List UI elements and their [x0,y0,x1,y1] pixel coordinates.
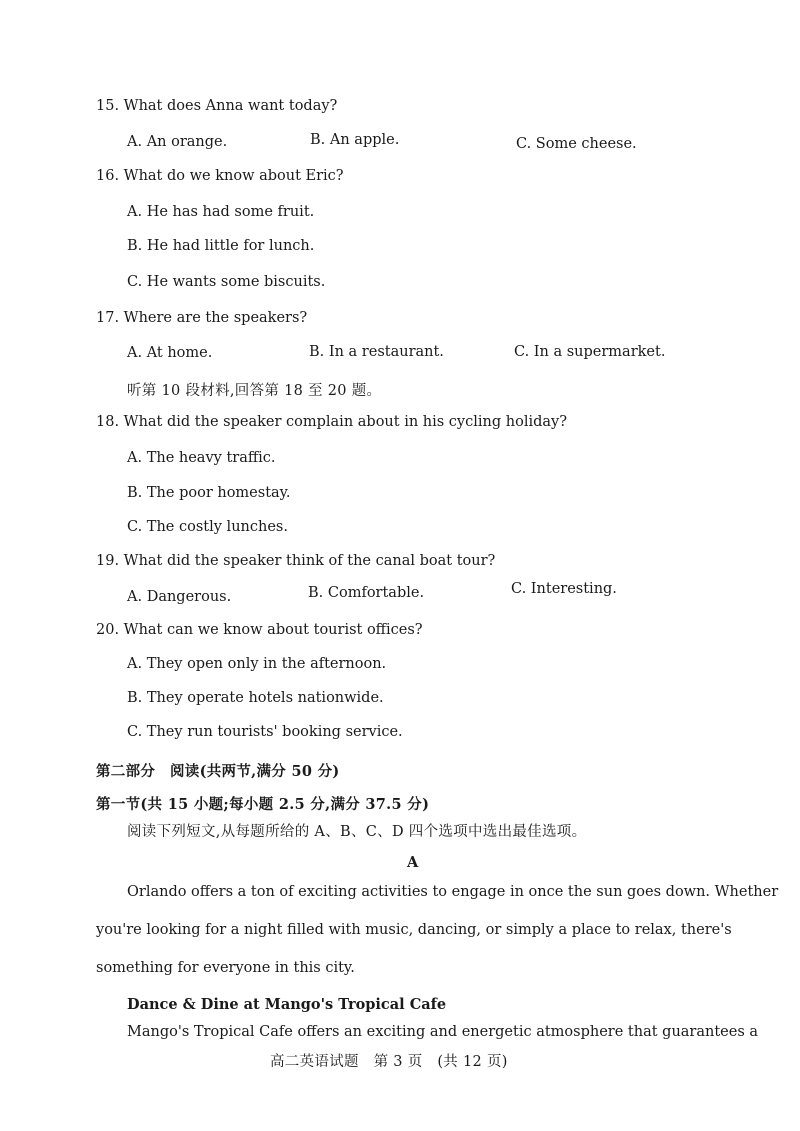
question-20-option-a: A. They open only in the afternoon. [127,656,387,672]
listening-instruction: 听第 10 段材料,回答第 18 至 20 题。 [127,383,382,399]
subheading: Dance & Dine at Mango's Tropical Cafe [127,996,447,1013]
question-18-option-b: B. The poor homestay. [127,485,291,501]
question-16-option-b: B. He had little for lunch. [127,238,315,254]
passage-line-1: Orlando offers a ton of exciting activities to engage in once the sun goes down. Whether [127,884,779,900]
question-17-stem: 17. Where are the speakers? [96,310,308,326]
question-18-stem: 18. What did the speaker complain about in his cycling holiday? [96,414,567,430]
question-17-option-a: A. At home. [127,345,213,361]
section1-heading: 第一节(共 15 小题;每小题 2.5 分,满分 37.5 分) [96,796,430,813]
page-footer: 高二英语试题 第 3 页 (共 12 页) [270,1054,508,1070]
question-15-option-b: B. An apple. [310,132,400,148]
question-15-option-c: C. Some cheese. [516,136,637,152]
question-20-stem: 20. What can we know about tourist offices? [96,622,423,638]
reading-instruction: 阅读下列短文,从每题所给的 A、B、C、D 四个选项中选出最佳选项。 [127,824,587,840]
passage-line-3: something for everyone in this city. [96,960,355,976]
passage-line-2: you're looking for a night filled with music, dancing, or simply a place to relax, there's [96,922,732,938]
question-20-option-c: C. They run tourists' booking service. [127,724,403,740]
question-16-stem: 16. What do we know about Eric? [96,168,344,184]
question-18-option-a: A. The heavy traffic. [127,450,276,466]
question-19-stem: 19. What did the speaker think of the canal boat tour? [96,553,496,569]
question-16-option-a: A. He has had some fruit. [127,204,315,220]
question-19-option-a: A. Dangerous. [127,589,232,605]
question-19-option-b: B. Comfortable. [308,585,425,601]
question-15-stem: 15. What does Anna want today? [96,98,338,114]
question-19-option-c: C. Interesting. [511,581,617,597]
question-18-option-c: C. The costly lunches. [127,519,288,535]
part2-heading: 第二部分 阅读(共两节,满分 50 分) [96,763,340,780]
question-17-option-b: B. In a restaurant. [309,344,444,360]
question-15-option-a: A. An orange. [127,134,228,150]
passage-label: A [407,854,419,871]
question-20-option-b: B. They operate hotels nationwide. [127,690,384,706]
question-17-option-c: C. In a supermarket. [514,344,666,360]
paragraph2-line-1: Mango's Tropical Cafe offers an exciting and energetic atmosphere that guarantees a [127,1024,759,1040]
question-16-option-c: C. He wants some biscuits. [127,274,326,290]
